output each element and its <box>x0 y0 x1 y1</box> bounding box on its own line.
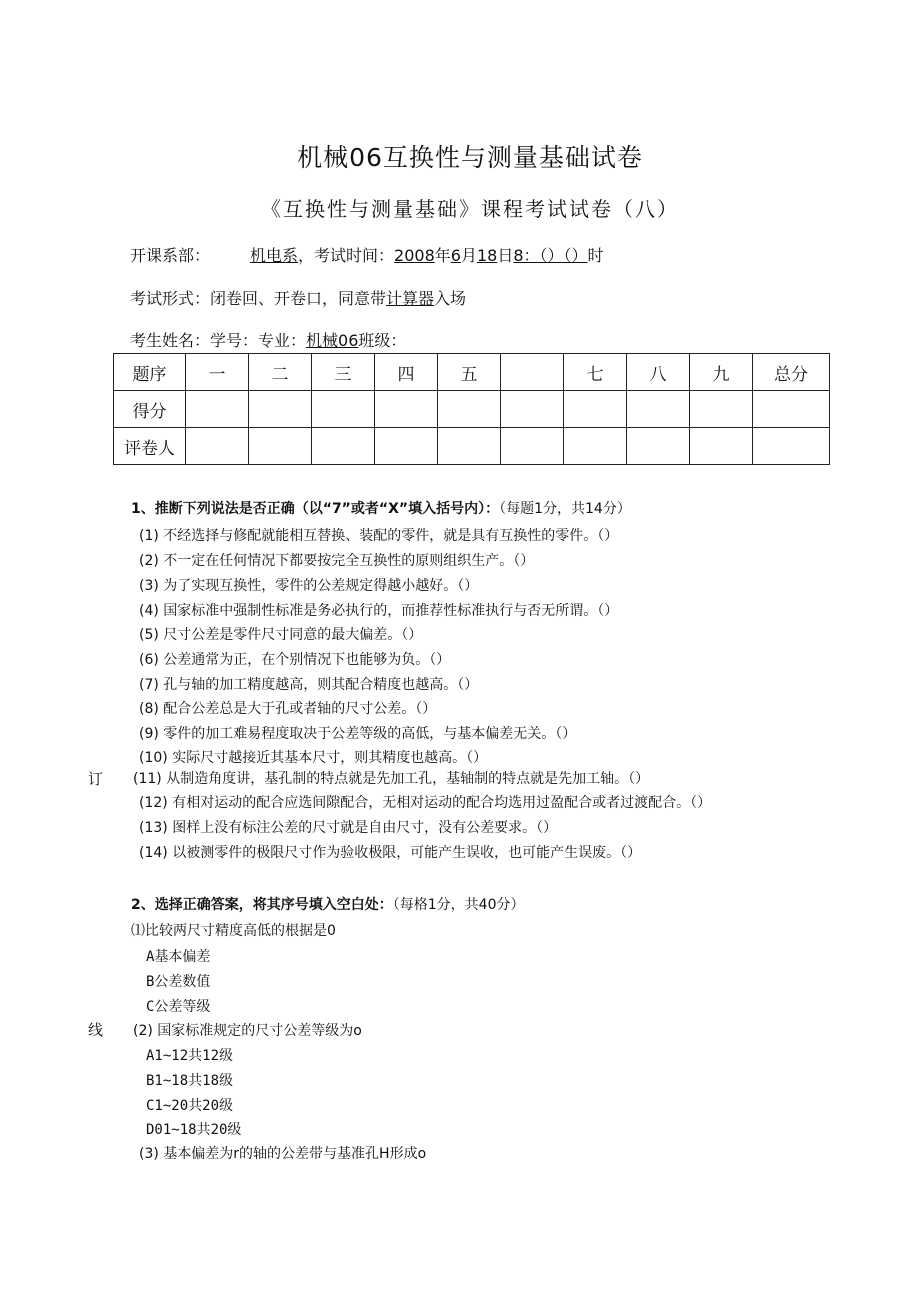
exam-month: 6 <box>450 246 461 265</box>
question-item: (10) 实际尺寸越接近其基本尺寸，则其精度也越高。（） <box>139 750 488 766</box>
question-item: (7) 孔与轴的加工精度越高，则其配合精度也越高。（） <box>139 677 479 693</box>
form-label: 考试形式：闭卷回、开卷口，同意带 <box>130 289 387 308</box>
question-item: (3) 基本偏差为r的轴的公差带与基准孔H形成o <box>139 1146 427 1162</box>
grader-row-label: 评卷人 <box>114 428 186 465</box>
question-item: (6) 公差通常为正，在个别情况下也能够为负。（） <box>139 652 451 668</box>
score-cell <box>186 391 249 428</box>
option-item: C公差等级 <box>146 999 211 1015</box>
score-table <box>113 353 830 465</box>
question-item: (5) 尺寸公差是零件尺寸同意的最大偏差。（） <box>139 627 423 643</box>
grader-cell <box>690 428 753 465</box>
score-cell <box>249 391 312 428</box>
question-item: (4) 国家标准中强制性标准是务必执行的，而推荐性标准执行与否无所谓。（） <box>139 603 619 619</box>
option-item: B1~18共18级 <box>146 1073 234 1089</box>
section2-title: 2、选择正确答案，将其序号填入空白处： <box>131 897 393 913</box>
section1-note: （每题1分，共14分） <box>499 501 631 517</box>
header-cell: 三 <box>312 354 375 391</box>
section2-note: （每格1分，共40分） <box>392 897 525 913</box>
dept-label: 开课系部： <box>130 246 211 265</box>
major-value: 机械06 <box>306 331 359 350</box>
score-cell <box>438 391 501 428</box>
month-unit: 月 <box>460 246 477 265</box>
year-unit: 年 <box>434 246 451 265</box>
section1-heading <box>131 498 631 518</box>
exam-year: 2008 <box>394 246 435 265</box>
score-row <box>114 391 830 428</box>
header-cell: 四 <box>375 354 438 391</box>
page-subtitle: 《互换性与测量基础》课程考试试卷（八） <box>261 197 679 221</box>
header-cell: 一 <box>186 354 249 391</box>
dept-time-line <box>130 243 604 266</box>
header-cell: 九 <box>690 354 753 391</box>
calculator-text: 计算器 <box>386 289 435 308</box>
question-item: (12) 有相对运动的配合应选间隙配合，无相对运动的配合均选用过盈配合或者过渡配合。（） <box>139 795 712 811</box>
question-item: (8) 配合公差总是大于孔或者轴的尺寸公差。（） <box>139 701 437 717</box>
time-unit: 时 <box>587 246 604 265</box>
header-cell <box>501 354 564 391</box>
dept-value: 机电系 <box>250 246 299 265</box>
header-cell: 七 <box>564 354 627 391</box>
question-item: (3) 为了实现互换性，零件的公差规定得越小越好。（） <box>139 578 479 594</box>
score-cell <box>690 391 753 428</box>
class-label: 班级： <box>358 331 407 350</box>
grader-cell <box>501 428 564 465</box>
score-cell <box>501 391 564 428</box>
option-item: B公差数值 <box>146 974 211 990</box>
question-item: ⑴比较两尺寸精度高低的根据是0 <box>131 923 336 939</box>
question-item: (13) 图样上没有标注公差的尺寸就是自由尺寸，没有公差要求。（） <box>139 820 558 836</box>
grader-cell <box>438 428 501 465</box>
student-line <box>130 328 406 351</box>
header-cell: 八 <box>627 354 690 391</box>
grader-cell <box>375 428 438 465</box>
grader-cell <box>312 428 375 465</box>
grader-cell <box>249 428 312 465</box>
score-cell <box>375 391 438 428</box>
option-item: C1~20共20级 <box>146 1098 234 1114</box>
question-item: (2) 国家标准规定的尺寸公差等级为o <box>133 1023 362 1039</box>
section1-title: 1、推断下列说法是否正确（以“7”或者“X”填入括号内）： <box>131 501 500 517</box>
question-item: (11) 从制造角度讲，基孔制的特点就是先加工孔，基轴制的特点就是先加工轴。（） <box>133 771 650 787</box>
header-cell: 总分 <box>753 354 830 391</box>
exam-form-line <box>130 286 466 309</box>
question-item: (9) 零件的加工难易程度取决于公差等级的高低，与基本偏差无关。（） <box>139 726 577 742</box>
option-item: A基本偏差 <box>146 949 211 965</box>
form-tail: 入场 <box>434 289 467 308</box>
student-label: 考生姓名：学号：专业： <box>130 331 307 350</box>
exam-time: 8：（）（） <box>513 246 588 265</box>
binding-mark-ding: 订 <box>88 770 104 788</box>
binding-mark-xian: 线 <box>88 1021 104 1039</box>
time-label: ，考试时间： <box>298 246 395 265</box>
question-item: (1) 不经选择与修配就能相互替换、装配的零件，就是具有互换性的零件。（） <box>139 528 619 544</box>
header-cell: 二 <box>249 354 312 391</box>
score-row-label: 得分 <box>114 391 186 428</box>
exam-day: 18 <box>476 246 498 265</box>
question-item: (14) 以被测零件的极限尺寸作为验收极限，可能产生误收，也可能产生误废。（） <box>139 845 642 861</box>
option-item: A1~12共12级 <box>146 1048 234 1064</box>
score-cell <box>564 391 627 428</box>
header-cell: 题序 <box>114 354 186 391</box>
grader-row <box>114 428 830 465</box>
header-cell: 五 <box>438 354 501 391</box>
question-item: (2) 不一定在任何情况下都要按完全互换性的原则组织生产。（） <box>139 553 535 569</box>
score-cell <box>312 391 375 428</box>
day-unit: 日 <box>497 246 514 265</box>
grader-cell <box>186 428 249 465</box>
grader-cell <box>627 428 690 465</box>
score-cell <box>753 391 830 428</box>
score-header-row <box>114 354 830 391</box>
option-item: D01~18共20级 <box>146 1122 242 1138</box>
grader-cell <box>753 428 830 465</box>
score-cell <box>627 391 690 428</box>
page-title: 机械06互换性与测量基础试卷 <box>297 143 643 172</box>
section2-heading <box>131 894 524 914</box>
grader-cell <box>564 428 627 465</box>
